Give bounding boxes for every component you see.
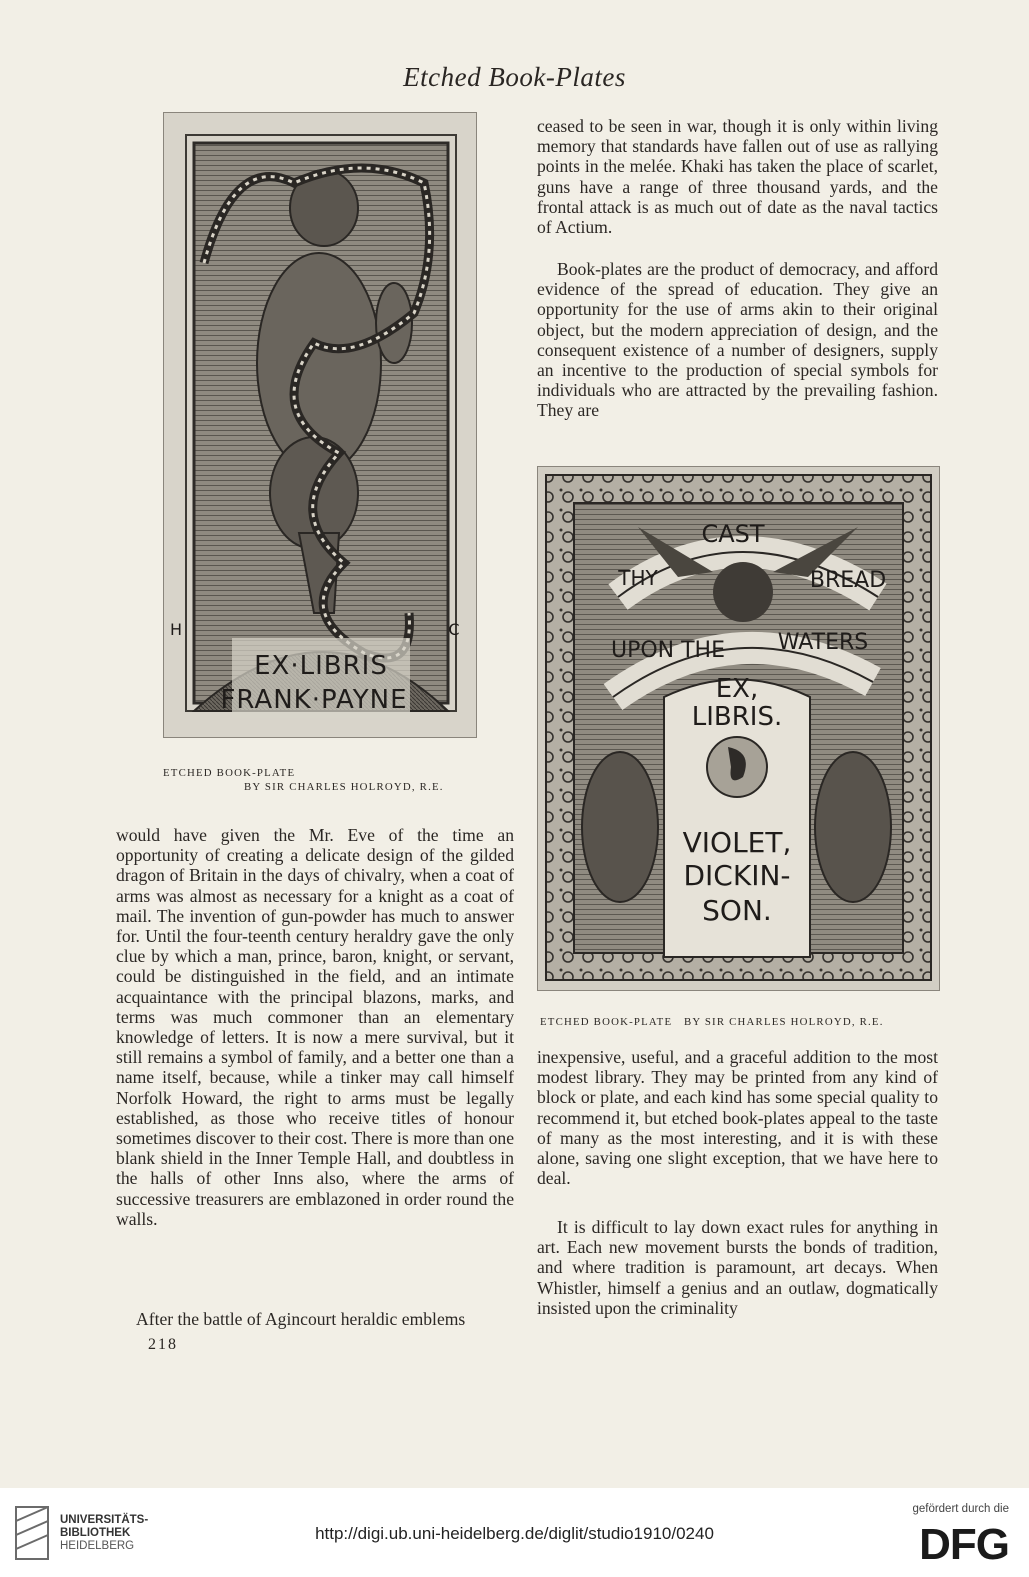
- plate-owner-name: FRANK·PAYNE: [220, 685, 408, 715]
- university-library-name: UNIVERSITÄTS- BIBLIOTHEK HEIDELBERG: [60, 1514, 149, 1552]
- right-column-top-paragraph: ceased to be seen in war, though it is only within living memory that standards have fallen out of use as rallying points in the melée. Khaki has taken the place of scarlet, guns have a range of three thousand yards, and the frontal attack is as much out of date as the naval tactics of Actium.: [537, 116, 938, 238]
- left-plate-caption-2: BY SIR CHARLES HOLROYD, R.E.: [244, 781, 444, 793]
- dfg-logo: DFG: [919, 1520, 1009, 1569]
- book-plate-frank-payne: [163, 112, 477, 738]
- plate-corner-right: C: [448, 620, 460, 639]
- ribbon-waters: WATERS: [777, 630, 869, 655]
- left-plate-caption-1: ETCHED BOOK-PLATE: [163, 767, 296, 779]
- right-plate-caption: ETCHED BOOK-PLATE BY SIR CHARLES HOLROYD, R.E.: [540, 1016, 884, 1028]
- right-column-second-paragraph: Book-plates are the product of democracy, and afford evidence of the spread of education. They give an opportunity for the use of arms akin to their original object, but the modern appreciation of design, and the consequent existence of a number of designers, supply an incentive to the production of special symbols for individuals who are attracted by the prevailing fashion. They are: [537, 259, 938, 421]
- plate-corner-left: H: [169, 620, 183, 639]
- ribbon-thy: THY: [618, 566, 658, 590]
- plate-name-violet: VIOLET,: [682, 826, 792, 859]
- left-column-last-line: After the battle of Agincourt heraldic emblems: [136, 1309, 466, 1329]
- plate-ex: EX,: [715, 674, 759, 704]
- right-column-final-paragraph: It is difficult to lay down exact rules for anything in art. Each new movement bursts the bonds of tradition, and where tradition is paramount, art decays. When Whistler, himself a genius and an outlaw, dogmatically insisted upon the criminality: [537, 1217, 938, 1318]
- ribbon-bread: BREAD: [809, 568, 887, 593]
- ribbon-upon-the: UPON THE: [610, 638, 726, 663]
- violet-dickinson-etching: [538, 467, 939, 990]
- right-column-bottom-paragraph: inexpensive, useful, and a graceful addition to the most modest library. They may be printed from any kind of block or plate, and each kind has some special quality to recommend it, but etched book-plates appeal to the taste of many as the most interesting, and it is with these alone, saving one slight exception, that we have here to deal.: [537, 1047, 938, 1189]
- running-head: Etched Book-Plates: [403, 62, 626, 92]
- frank-payne-etching: [164, 113, 476, 737]
- plate-name-dickin: DICKIN-: [683, 859, 791, 892]
- plate-name-son: SON.: [702, 894, 772, 927]
- funded-by-label: gefördert durch die: [912, 1503, 1009, 1515]
- page-number: 218: [148, 1336, 178, 1353]
- left-column-paragraph: would have given the Mr. Eve of the time an opportunity of creating a delicate design of the gilded dragon of Britain in the days of chivalry, when a coat of arms was almost as necessary for a knight as a coat of mail. The invention of gun-powder has much to answer for. Until the four-teenth century heraldry gave the only clue by which a man, prince, baron, knight, or servant, could be distinguished in the field, and an intimate acquaintance with the principal blazons, marks, and terms was much commoner than an elementary knowledge of letters. It is now a mere survival, but it still remains a symbol of family, and a better one than a name itself, because, while a tinker may call himself Norfolk Howard, the right to arms must be legally established, as those who receive titles of honour sometimes discover to their cost. There is more than one blank shield in the Inner Temple Hall, and doubtless in the halls of other Inns also, where the arms of successive treasurers are emblazoned in order round the walls.: [116, 825, 514, 1229]
- ribbon-cast: CAST: [701, 520, 765, 548]
- book-plate-violet-dickinson: [537, 466, 940, 991]
- plate-ex-libris: EX·LIBRIS: [254, 651, 388, 681]
- plate-libris: LIBRIS.: [691, 702, 783, 732]
- permalink-url[interactable]: http://digi.ub.uni-heidelberg.de/diglit/studio1910/0240: [315, 1524, 714, 1543]
